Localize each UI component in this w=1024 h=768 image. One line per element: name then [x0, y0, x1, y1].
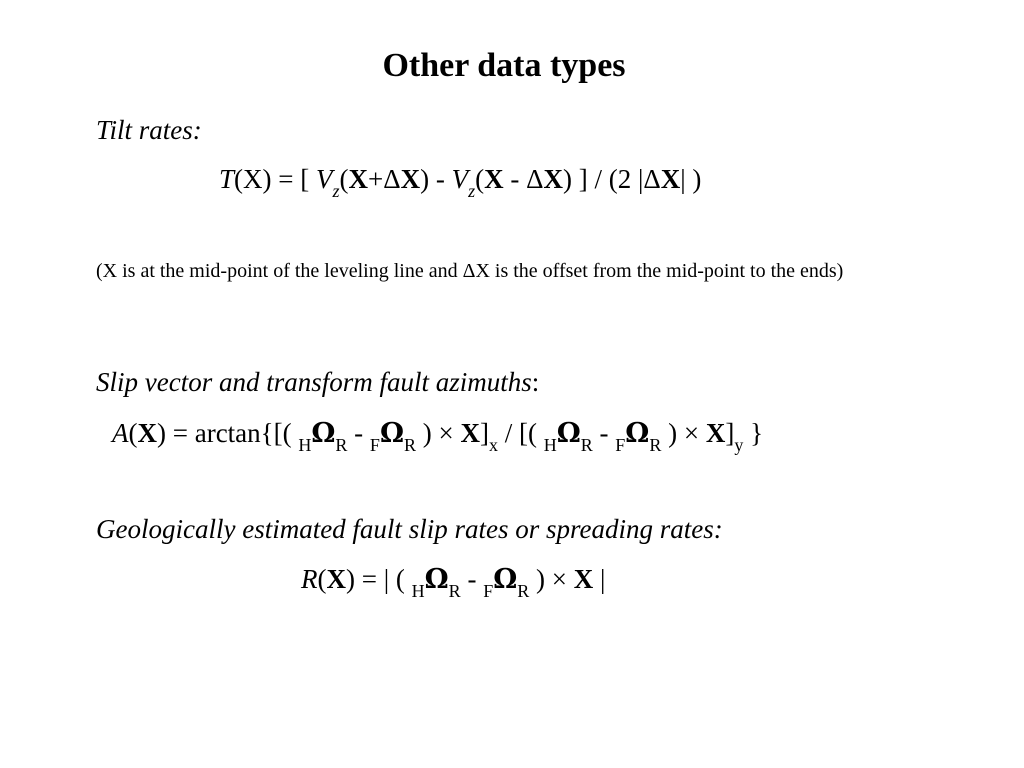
- geologic-rates-heading: Geologically estimated fault slip rates or spreading rates:: [96, 514, 723, 544]
- slip-vector-heading: Slip vector and transform fault azimuths:: [96, 367, 540, 397]
- leveling-line-note: (X is at the mid-point of the leveling line and ΔX is the offset from the mid-point to the ends): [96, 260, 844, 282]
- tilt-rate-formula: T(X) = [ $V_z(X+\Delta X) - V_z(X - \Delta X)$ ] / (2 |ΔX| ): [219, 164, 702, 201]
- slide-title: Other data types: [382, 47, 626, 84]
- azimuth-formula: A(X) = arctan{[( $_H\Omega_R - _F\Omega_R$ ) × $X]_x$ / [( $_H\Omega_R - _F\Omega_R$ ) × $X]_y$ }: [112, 418, 764, 455]
- slip-rate-formula: R(X) = | ( $_H\Omega_R - _F\Omega_R$ ) × X |: [301, 564, 606, 601]
- tilt-rates-heading: Tilt rates:: [96, 115, 202, 145]
